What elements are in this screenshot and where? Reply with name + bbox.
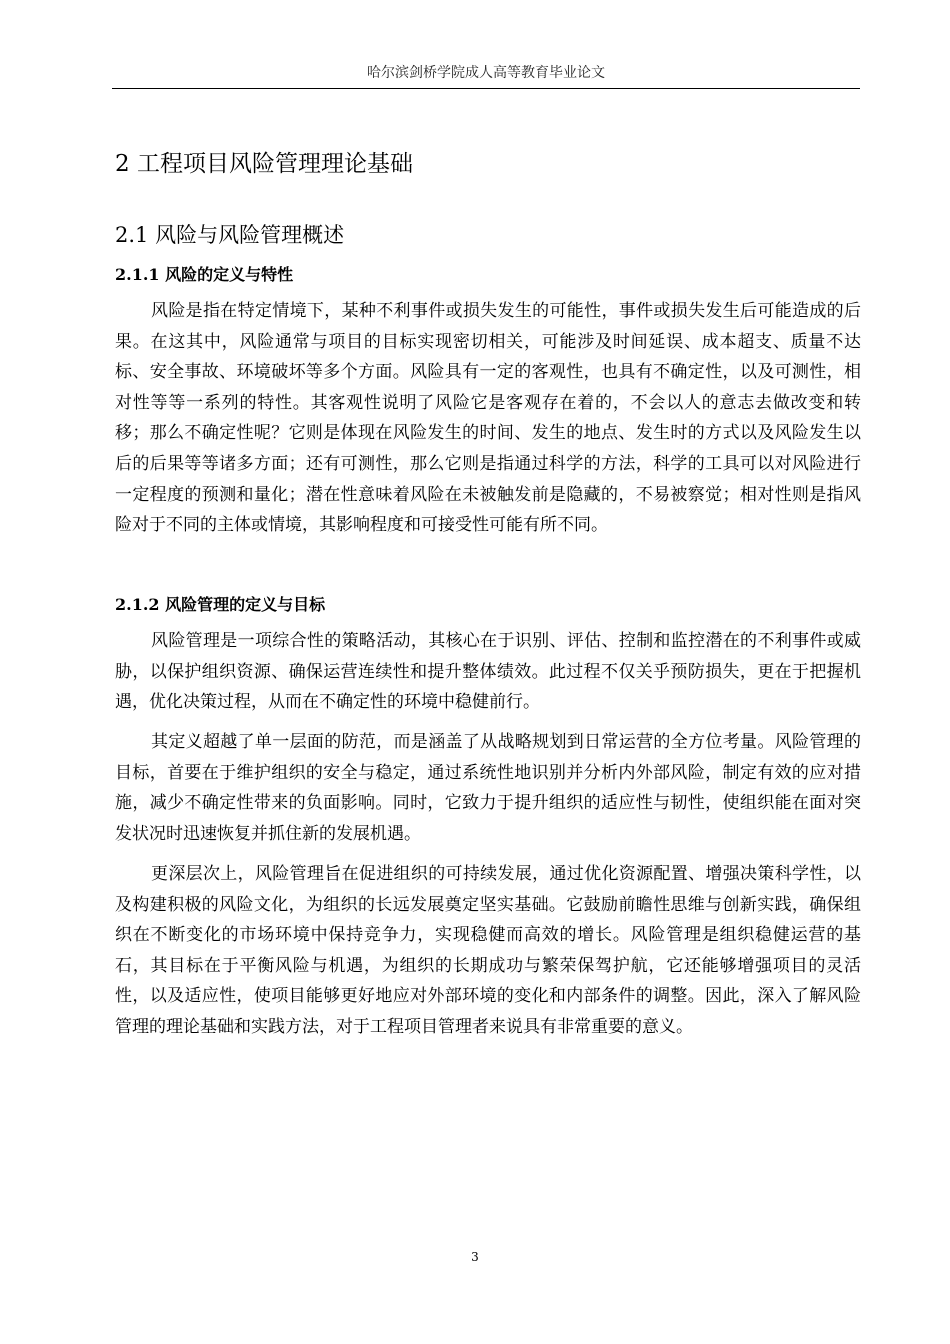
subsection-title-2-1-1: 2.1.1 风险的定义与特性 [115,265,294,284]
subsection-title-2-1-2: 2.1.2 风险管理的定义与目标 [115,595,326,614]
running-header: 哈尔滨剑桥学院成人高等教育毕业论文 [367,65,605,81]
body-paragraph: 更深层次上，风险管理旨在促进组织的可持续发展，通过优化资源配置、增强决策科学性，以及构建积极的风险文化，为组织的长远发展奠定坚实基础。它鼓励前瞻性思维与创新实践，确保组织在不断变化的市场环境中保持竞争力，实现稳健而高效的增长。风险管理是组织稳健运营的基石，其目标在于平衡风险与机遇，为组织的长期成功与繁荣保驾护航，它还能够增强项目的灵活性，以及适应性，使项目能够更好地应对外部环境的变化和内部条件的调整。因此，深入了解风险管理的理论基础和实践方法，对于工程项目管理者来说具有非常重要的意义。 [115,864,861,1037]
body-paragraph: 其定义超越了单一层面的防范，而是涵盖了从战略规划到日常运营的全方位考量。风险管理的目标，首要在于维护组织的安全与稳定，通过系统性地识别并分析内外部风险，制定有效的应对措施，减少不确定性带来的负面影响。同时，它致力于提升组织的适应性与韧性，使组织能在面对突发状况时迅速恢复并抓住新的发展机遇。 [115,732,861,844]
body-paragraph: 风险管理是一项综合性的策略活动，其核心在于识别、评估、控制和监控潜在的不利事件或威胁，以保护组织资源、确保运营连续性和提升整体绩效。此过程不仅关乎预防损失，更在于把握机遇，优化决策过程，从而在不确定性的环境中稳健前行。 [115,631,861,713]
page-number: 3 [471,1250,479,1264]
header-divider [112,88,860,89]
section-title: 2.1 风险与风险管理概述 [115,223,345,247]
body-paragraph: 风险是指在特定情境下，某种不利事件或损失发生的可能性，事件或损失发生后可能造成的后果。在这其中，风险通常与项目的目标实现密切相关，可能涉及时间延误、成本超支、质量不达标、安全事故、环境破坏等多个方面。风险具有一定的客观性，也具有不确定性，以及可测性，相对性等等一系列的特性。其客观性说明了风险它是客观存在着的，不会以人的意志去做改变和转移；那么不确定性呢？它则是体现在风险发生的时间、发生的地点、发生时的方式以及风险发生以后的后果等等诸多方面；还有可测性，那么它则是指通过科学的方法，科学的工具可以对风险进行一定程度的预测和量化；潜在性意味着风险在未被触发前是隐藏的，不易被察觉；相对性则是指风险对于不同的主体或情境，其影响程度和可接受性可能有所不同。 [115,301,861,536]
chapter-title: 2 工程项目风险管理理论基础 [115,151,413,177]
